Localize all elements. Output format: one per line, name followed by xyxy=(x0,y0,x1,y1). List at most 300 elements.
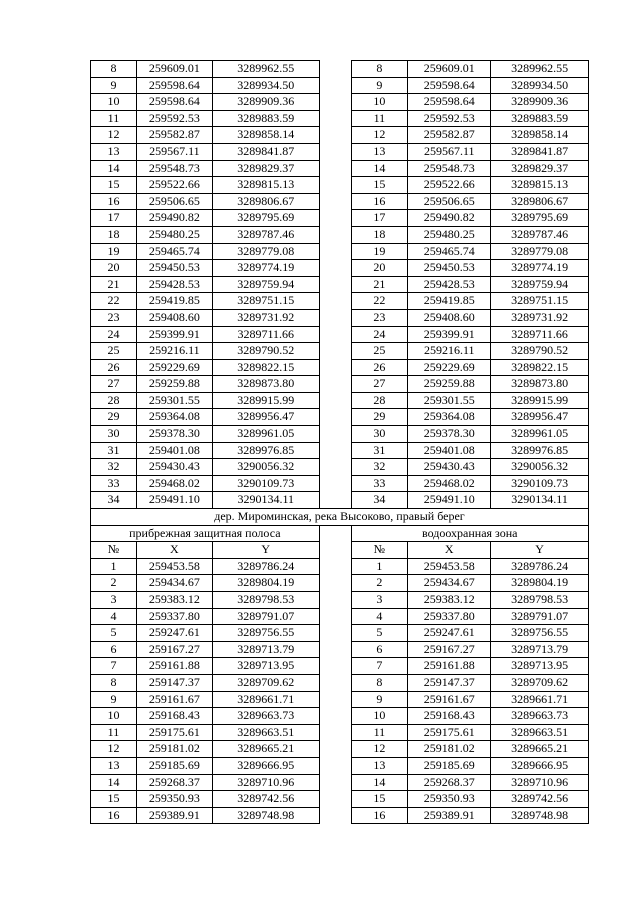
point-number-left: 15 xyxy=(91,177,137,194)
y-coordinate-left: 3289742.56 xyxy=(212,791,319,808)
y-coordinate-left: 3289665.21 xyxy=(212,741,319,758)
point-number-right: 2 xyxy=(351,575,408,592)
point-number-left: 10 xyxy=(91,708,137,725)
point-number-left: 20 xyxy=(91,260,137,277)
point-number-right: 13 xyxy=(351,143,408,160)
y-coordinate-right: 3289774.19 xyxy=(491,260,589,277)
table-row xyxy=(91,193,589,210)
x-coordinate-left: 259168.43 xyxy=(136,708,212,725)
point-number-right: 10 xyxy=(351,94,408,111)
column-gap xyxy=(319,293,351,310)
right-zone-title: водоохранная зона xyxy=(351,525,589,542)
y-coordinate-left: 3289663.51 xyxy=(212,724,319,741)
upper-rows xyxy=(91,61,589,509)
x-coordinate-left: 259364.08 xyxy=(136,409,212,426)
point-number-right: 16 xyxy=(351,807,408,824)
zone-titles-row xyxy=(91,525,589,542)
y-coordinate-right: 3289883.59 xyxy=(491,110,589,127)
x-coordinate-left: 259609.01 xyxy=(136,61,212,78)
column-header-row xyxy=(91,542,589,559)
column-gap xyxy=(319,442,351,459)
x-coordinate-left: 259582.87 xyxy=(136,127,212,144)
column-gap xyxy=(319,309,351,326)
column-gap xyxy=(319,774,351,791)
x-coordinate-right: 259167.27 xyxy=(408,641,491,658)
y-coordinate-right: 3289713.79 xyxy=(491,641,589,658)
point-number-left: 14 xyxy=(91,160,137,177)
y-coordinate-right: 3289748.98 xyxy=(491,807,589,824)
y-coordinate-right: 3289822.15 xyxy=(491,359,589,376)
y-coordinate-left: 3290109.73 xyxy=(212,475,319,492)
y-coordinate-left: 3289731.92 xyxy=(212,309,319,326)
y-coordinate-right: 3289934.50 xyxy=(491,77,589,94)
x-coordinate-left: 259350.93 xyxy=(136,791,212,808)
x-coordinate-right: 259609.01 xyxy=(408,61,491,78)
table-row xyxy=(91,558,589,575)
header-num-left: № xyxy=(91,542,137,559)
section-title: дер. Мироминская, река Высоково, правый берег xyxy=(91,509,589,526)
point-number-right: 11 xyxy=(351,724,408,741)
column-gap xyxy=(319,343,351,360)
x-coordinate-left: 259229.69 xyxy=(136,359,212,376)
point-number-left: 15 xyxy=(91,791,137,808)
point-number-right: 6 xyxy=(351,641,408,658)
y-coordinate-left: 3289709.62 xyxy=(212,674,319,691)
y-coordinate-left: 3289841.87 xyxy=(212,143,319,160)
y-coordinate-right: 3289742.56 xyxy=(491,791,589,808)
y-coordinate-right: 3289829.37 xyxy=(491,160,589,177)
point-number-left: 16 xyxy=(91,193,137,210)
table-row xyxy=(91,276,589,293)
point-number-right: 26 xyxy=(351,359,408,376)
table-row xyxy=(91,110,589,127)
point-number-right: 14 xyxy=(351,774,408,791)
table-row xyxy=(91,293,589,310)
column-gap xyxy=(319,542,351,559)
x-coordinate-left: 259399.91 xyxy=(136,326,212,343)
x-coordinate-right: 259168.43 xyxy=(408,708,491,725)
point-number-left: 28 xyxy=(91,392,137,409)
x-coordinate-right: 259401.08 xyxy=(408,442,491,459)
point-number-right: 9 xyxy=(351,77,408,94)
point-number-right: 9 xyxy=(351,691,408,708)
column-gap xyxy=(319,226,351,243)
y-coordinate-left: 3289883.59 xyxy=(212,110,319,127)
table-row xyxy=(91,243,589,260)
y-coordinate-left: 3289751.15 xyxy=(212,293,319,310)
column-gap xyxy=(319,459,351,476)
column-gap xyxy=(319,359,351,376)
y-coordinate-left: 3289663.73 xyxy=(212,708,319,725)
y-coordinate-left: 3290134.11 xyxy=(212,492,319,509)
column-gap xyxy=(319,625,351,642)
x-coordinate-right: 259419.85 xyxy=(408,293,491,310)
x-coordinate-right: 259147.37 xyxy=(408,674,491,691)
x-coordinate-left: 259167.27 xyxy=(136,641,212,658)
table-row xyxy=(91,608,589,625)
y-coordinate-left: 3289756.55 xyxy=(212,625,319,642)
x-coordinate-right: 259582.87 xyxy=(408,127,491,144)
y-coordinate-right: 3289795.69 xyxy=(491,210,589,227)
point-number-right: 32 xyxy=(351,459,408,476)
point-number-right: 1 xyxy=(351,558,408,575)
column-gap xyxy=(319,94,351,111)
point-number-right: 12 xyxy=(351,741,408,758)
column-gap xyxy=(319,807,351,824)
y-coordinate-left: 3289915.99 xyxy=(212,392,319,409)
x-coordinate-left: 259268.37 xyxy=(136,774,212,791)
point-number-left: 30 xyxy=(91,426,137,443)
point-number-left: 31 xyxy=(91,442,137,459)
y-coordinate-left: 3289804.19 xyxy=(212,575,319,592)
table-row xyxy=(91,791,589,808)
point-number-right: 29 xyxy=(351,409,408,426)
x-coordinate-right: 259430.43 xyxy=(408,459,491,476)
point-number-left: 4 xyxy=(91,608,137,625)
y-coordinate-right: 3289804.19 xyxy=(491,575,589,592)
column-gap xyxy=(319,708,351,725)
x-coordinate-left: 259592.53 xyxy=(136,110,212,127)
y-coordinate-right: 3289665.21 xyxy=(491,741,589,758)
table-row xyxy=(91,210,589,227)
x-coordinate-left: 259490.82 xyxy=(136,210,212,227)
y-coordinate-left: 3289798.53 xyxy=(212,592,319,609)
column-gap xyxy=(319,658,351,675)
point-number-left: 12 xyxy=(91,741,137,758)
x-coordinate-right: 259468.02 xyxy=(408,475,491,492)
column-gap xyxy=(319,127,351,144)
point-number-left: 9 xyxy=(91,77,137,94)
y-coordinate-right: 3289709.62 xyxy=(491,674,589,691)
x-coordinate-right: 259434.67 xyxy=(408,575,491,592)
point-number-right: 16 xyxy=(351,193,408,210)
y-coordinate-right: 3289976.85 xyxy=(491,442,589,459)
y-coordinate-left: 3289934.50 xyxy=(212,77,319,94)
table-row xyxy=(91,376,589,393)
table-row xyxy=(91,359,589,376)
point-number-right: 12 xyxy=(351,127,408,144)
table-row xyxy=(91,625,589,642)
document-page xyxy=(90,60,589,824)
point-number-right: 25 xyxy=(351,343,408,360)
column-gap xyxy=(319,674,351,691)
table-row xyxy=(91,160,589,177)
y-coordinate-left: 3289962.55 xyxy=(212,61,319,78)
x-coordinate-left: 259465.74 xyxy=(136,243,212,260)
x-coordinate-right: 259181.02 xyxy=(408,741,491,758)
y-coordinate-right: 3289956.47 xyxy=(491,409,589,426)
x-coordinate-left: 259383.12 xyxy=(136,592,212,609)
point-number-left: 3 xyxy=(91,592,137,609)
y-coordinate-left: 3289748.98 xyxy=(212,807,319,824)
x-coordinate-right: 259450.53 xyxy=(408,260,491,277)
column-gap xyxy=(319,177,351,194)
point-number-right: 22 xyxy=(351,293,408,310)
column-gap xyxy=(319,525,351,542)
point-number-right: 5 xyxy=(351,625,408,642)
x-coordinate-right: 259453.58 xyxy=(408,558,491,575)
table-row xyxy=(91,61,589,78)
header-x-left: X xyxy=(136,542,212,559)
y-coordinate-left: 3289713.95 xyxy=(212,658,319,675)
x-coordinate-right: 259428.53 xyxy=(408,276,491,293)
y-coordinate-right: 3289711.66 xyxy=(491,326,589,343)
table-row xyxy=(91,592,589,609)
point-number-left: 19 xyxy=(91,243,137,260)
x-coordinate-left: 259378.30 xyxy=(136,426,212,443)
x-coordinate-right: 259378.30 xyxy=(408,426,491,443)
x-coordinate-left: 259548.73 xyxy=(136,160,212,177)
y-coordinate-right: 3289806.67 xyxy=(491,193,589,210)
column-gap xyxy=(319,757,351,774)
section-title-row xyxy=(91,509,589,526)
y-coordinate-right: 3290056.32 xyxy=(491,459,589,476)
y-coordinate-right: 3289815.13 xyxy=(491,177,589,194)
x-coordinate-right: 259598.64 xyxy=(408,94,491,111)
x-coordinate-left: 259430.43 xyxy=(136,459,212,476)
y-coordinate-right: 3289791.07 xyxy=(491,608,589,625)
point-number-left: 32 xyxy=(91,459,137,476)
table-row xyxy=(91,658,589,675)
point-number-right: 8 xyxy=(351,674,408,691)
y-coordinate-right: 3289751.15 xyxy=(491,293,589,310)
column-gap xyxy=(319,641,351,658)
x-coordinate-left: 259301.55 xyxy=(136,392,212,409)
x-coordinate-left: 259491.10 xyxy=(136,492,212,509)
point-number-left: 17 xyxy=(91,210,137,227)
y-coordinate-left: 3289791.07 xyxy=(212,608,319,625)
table-row xyxy=(91,442,589,459)
point-number-left: 10 xyxy=(91,94,137,111)
y-coordinate-right: 3289663.73 xyxy=(491,708,589,725)
y-coordinate-left: 3289976.85 xyxy=(212,442,319,459)
header-y-right: Y xyxy=(491,542,589,559)
point-number-left: 26 xyxy=(91,359,137,376)
y-coordinate-left: 3289710.96 xyxy=(212,774,319,791)
y-coordinate-right: 3289756.55 xyxy=(491,625,589,642)
point-number-left: 27 xyxy=(91,376,137,393)
table-row xyxy=(91,326,589,343)
y-coordinate-right: 3289663.51 xyxy=(491,724,589,741)
x-coordinate-right: 259337.80 xyxy=(408,608,491,625)
point-number-left: 23 xyxy=(91,309,137,326)
y-coordinate-left: 3289961.05 xyxy=(212,426,319,443)
table-row xyxy=(91,127,589,144)
y-coordinate-right: 3289798.53 xyxy=(491,592,589,609)
x-coordinate-left: 259480.25 xyxy=(136,226,212,243)
y-coordinate-left: 3289666.95 xyxy=(212,757,319,774)
x-coordinate-right: 259383.12 xyxy=(408,592,491,609)
column-gap xyxy=(319,791,351,808)
point-number-left: 21 xyxy=(91,276,137,293)
table-row xyxy=(91,708,589,725)
section-header xyxy=(91,509,589,559)
y-coordinate-left: 3289873.80 xyxy=(212,376,319,393)
column-gap xyxy=(319,592,351,609)
y-coordinate-left: 3289858.14 xyxy=(212,127,319,144)
point-number-left: 9 xyxy=(91,691,137,708)
point-number-right: 27 xyxy=(351,376,408,393)
point-number-right: 31 xyxy=(351,442,408,459)
point-number-right: 28 xyxy=(351,392,408,409)
y-coordinate-left: 3289829.37 xyxy=(212,160,319,177)
x-coordinate-right: 259301.55 xyxy=(408,392,491,409)
x-coordinate-left: 259434.67 xyxy=(136,575,212,592)
y-coordinate-left: 3289790.52 xyxy=(212,343,319,360)
y-coordinate-right: 3289790.52 xyxy=(491,343,589,360)
column-gap xyxy=(319,243,351,260)
y-coordinate-right: 3289779.08 xyxy=(491,243,589,260)
x-coordinate-left: 259161.88 xyxy=(136,658,212,675)
table-row xyxy=(91,492,589,509)
column-gap xyxy=(319,492,351,509)
y-coordinate-right: 3289759.94 xyxy=(491,276,589,293)
table-row xyxy=(91,392,589,409)
table-row xyxy=(91,641,589,658)
x-coordinate-left: 259468.02 xyxy=(136,475,212,492)
x-coordinate-left: 259598.64 xyxy=(136,94,212,111)
point-number-left: 8 xyxy=(91,674,137,691)
point-number-right: 20 xyxy=(351,260,408,277)
y-coordinate-left: 3289795.69 xyxy=(212,210,319,227)
table-row xyxy=(91,77,589,94)
table-row xyxy=(91,260,589,277)
x-coordinate-right: 259268.37 xyxy=(408,774,491,791)
table-row xyxy=(91,741,589,758)
column-gap xyxy=(319,326,351,343)
x-coordinate-left: 259147.37 xyxy=(136,674,212,691)
point-number-right: 34 xyxy=(351,492,408,509)
header-y-left: Y xyxy=(212,542,319,559)
point-number-left: 12 xyxy=(91,127,137,144)
x-coordinate-right: 259490.82 xyxy=(408,210,491,227)
y-coordinate-right: 3289962.55 xyxy=(491,61,589,78)
x-coordinate-left: 259419.85 xyxy=(136,293,212,310)
y-coordinate-right: 3289661.71 xyxy=(491,691,589,708)
x-coordinate-right: 259364.08 xyxy=(408,409,491,426)
point-number-left: 8 xyxy=(91,61,137,78)
y-coordinate-right: 3289961.05 xyxy=(491,426,589,443)
y-coordinate-right: 3289710.96 xyxy=(491,774,589,791)
coordinates-table xyxy=(90,60,589,824)
point-number-right: 21 xyxy=(351,276,408,293)
x-coordinate-left: 259506.65 xyxy=(136,193,212,210)
y-coordinate-left: 3289787.46 xyxy=(212,226,319,243)
column-gap xyxy=(319,741,351,758)
point-number-right: 4 xyxy=(351,608,408,625)
point-number-left: 13 xyxy=(91,757,137,774)
point-number-right: 15 xyxy=(351,177,408,194)
point-number-right: 19 xyxy=(351,243,408,260)
table-row xyxy=(91,143,589,160)
x-coordinate-right: 259259.88 xyxy=(408,376,491,393)
point-number-right: 3 xyxy=(351,592,408,609)
table-row xyxy=(91,757,589,774)
point-number-left: 11 xyxy=(91,724,137,741)
point-number-left: 13 xyxy=(91,143,137,160)
column-gap xyxy=(319,77,351,94)
point-number-left: 11 xyxy=(91,110,137,127)
x-coordinate-right: 259216.11 xyxy=(408,343,491,360)
table-row xyxy=(91,475,589,492)
point-number-left: 5 xyxy=(91,625,137,642)
column-gap xyxy=(319,276,351,293)
x-coordinate-right: 259350.93 xyxy=(408,791,491,808)
y-coordinate-right: 3289873.80 xyxy=(491,376,589,393)
point-number-left: 25 xyxy=(91,343,137,360)
y-coordinate-left: 3289909.36 xyxy=(212,94,319,111)
x-coordinate-left: 259450.53 xyxy=(136,260,212,277)
y-coordinate-right: 3289909.36 xyxy=(491,94,589,111)
x-coordinate-left: 259216.11 xyxy=(136,343,212,360)
lower-rows xyxy=(91,558,589,824)
x-coordinate-left: 259453.58 xyxy=(136,558,212,575)
point-number-right: 11 xyxy=(351,110,408,127)
y-coordinate-right: 3290134.11 xyxy=(491,492,589,509)
x-coordinate-left: 259161.67 xyxy=(136,691,212,708)
x-coordinate-right: 259161.88 xyxy=(408,658,491,675)
column-gap xyxy=(319,376,351,393)
table-row xyxy=(91,309,589,326)
y-coordinate-left: 3289779.08 xyxy=(212,243,319,260)
y-coordinate-left: 3290056.32 xyxy=(212,459,319,476)
column-gap xyxy=(319,608,351,625)
point-number-left: 18 xyxy=(91,226,137,243)
header-num-right: № xyxy=(351,542,408,559)
point-number-right: 17 xyxy=(351,210,408,227)
point-number-right: 7 xyxy=(351,658,408,675)
point-number-left: 14 xyxy=(91,774,137,791)
x-coordinate-right: 259408.60 xyxy=(408,309,491,326)
table-row xyxy=(91,724,589,741)
point-number-left: 33 xyxy=(91,475,137,492)
table-row xyxy=(91,409,589,426)
point-number-left: 16 xyxy=(91,807,137,824)
x-coordinate-left: 259401.08 xyxy=(136,442,212,459)
x-coordinate-right: 259229.69 xyxy=(408,359,491,376)
point-number-right: 33 xyxy=(351,475,408,492)
column-gap xyxy=(319,691,351,708)
y-coordinate-right: 3289713.95 xyxy=(491,658,589,675)
y-coordinate-left: 3289956.47 xyxy=(212,409,319,426)
x-coordinate-right: 259465.74 xyxy=(408,243,491,260)
x-coordinate-right: 259175.61 xyxy=(408,724,491,741)
x-coordinate-left: 259175.61 xyxy=(136,724,212,741)
column-gap xyxy=(319,110,351,127)
x-coordinate-left: 259247.61 xyxy=(136,625,212,642)
column-gap xyxy=(319,143,351,160)
column-gap xyxy=(319,426,351,443)
table-row xyxy=(91,774,589,791)
point-number-right: 8 xyxy=(351,61,408,78)
table-row xyxy=(91,94,589,111)
table-row xyxy=(91,807,589,824)
y-coordinate-right: 3289841.87 xyxy=(491,143,589,160)
x-coordinate-left: 259598.64 xyxy=(136,77,212,94)
x-coordinate-right: 259480.25 xyxy=(408,226,491,243)
y-coordinate-right: 3289787.46 xyxy=(491,226,589,243)
y-coordinate-left: 3289786.24 xyxy=(212,558,319,575)
x-coordinate-left: 259522.66 xyxy=(136,177,212,194)
point-number-right: 14 xyxy=(351,160,408,177)
point-number-right: 18 xyxy=(351,226,408,243)
point-number-left: 29 xyxy=(91,409,137,426)
table-row xyxy=(91,459,589,476)
y-coordinate-right: 3289666.95 xyxy=(491,757,589,774)
point-number-right: 15 xyxy=(351,791,408,808)
y-coordinate-left: 3289815.13 xyxy=(212,177,319,194)
column-gap xyxy=(319,475,351,492)
